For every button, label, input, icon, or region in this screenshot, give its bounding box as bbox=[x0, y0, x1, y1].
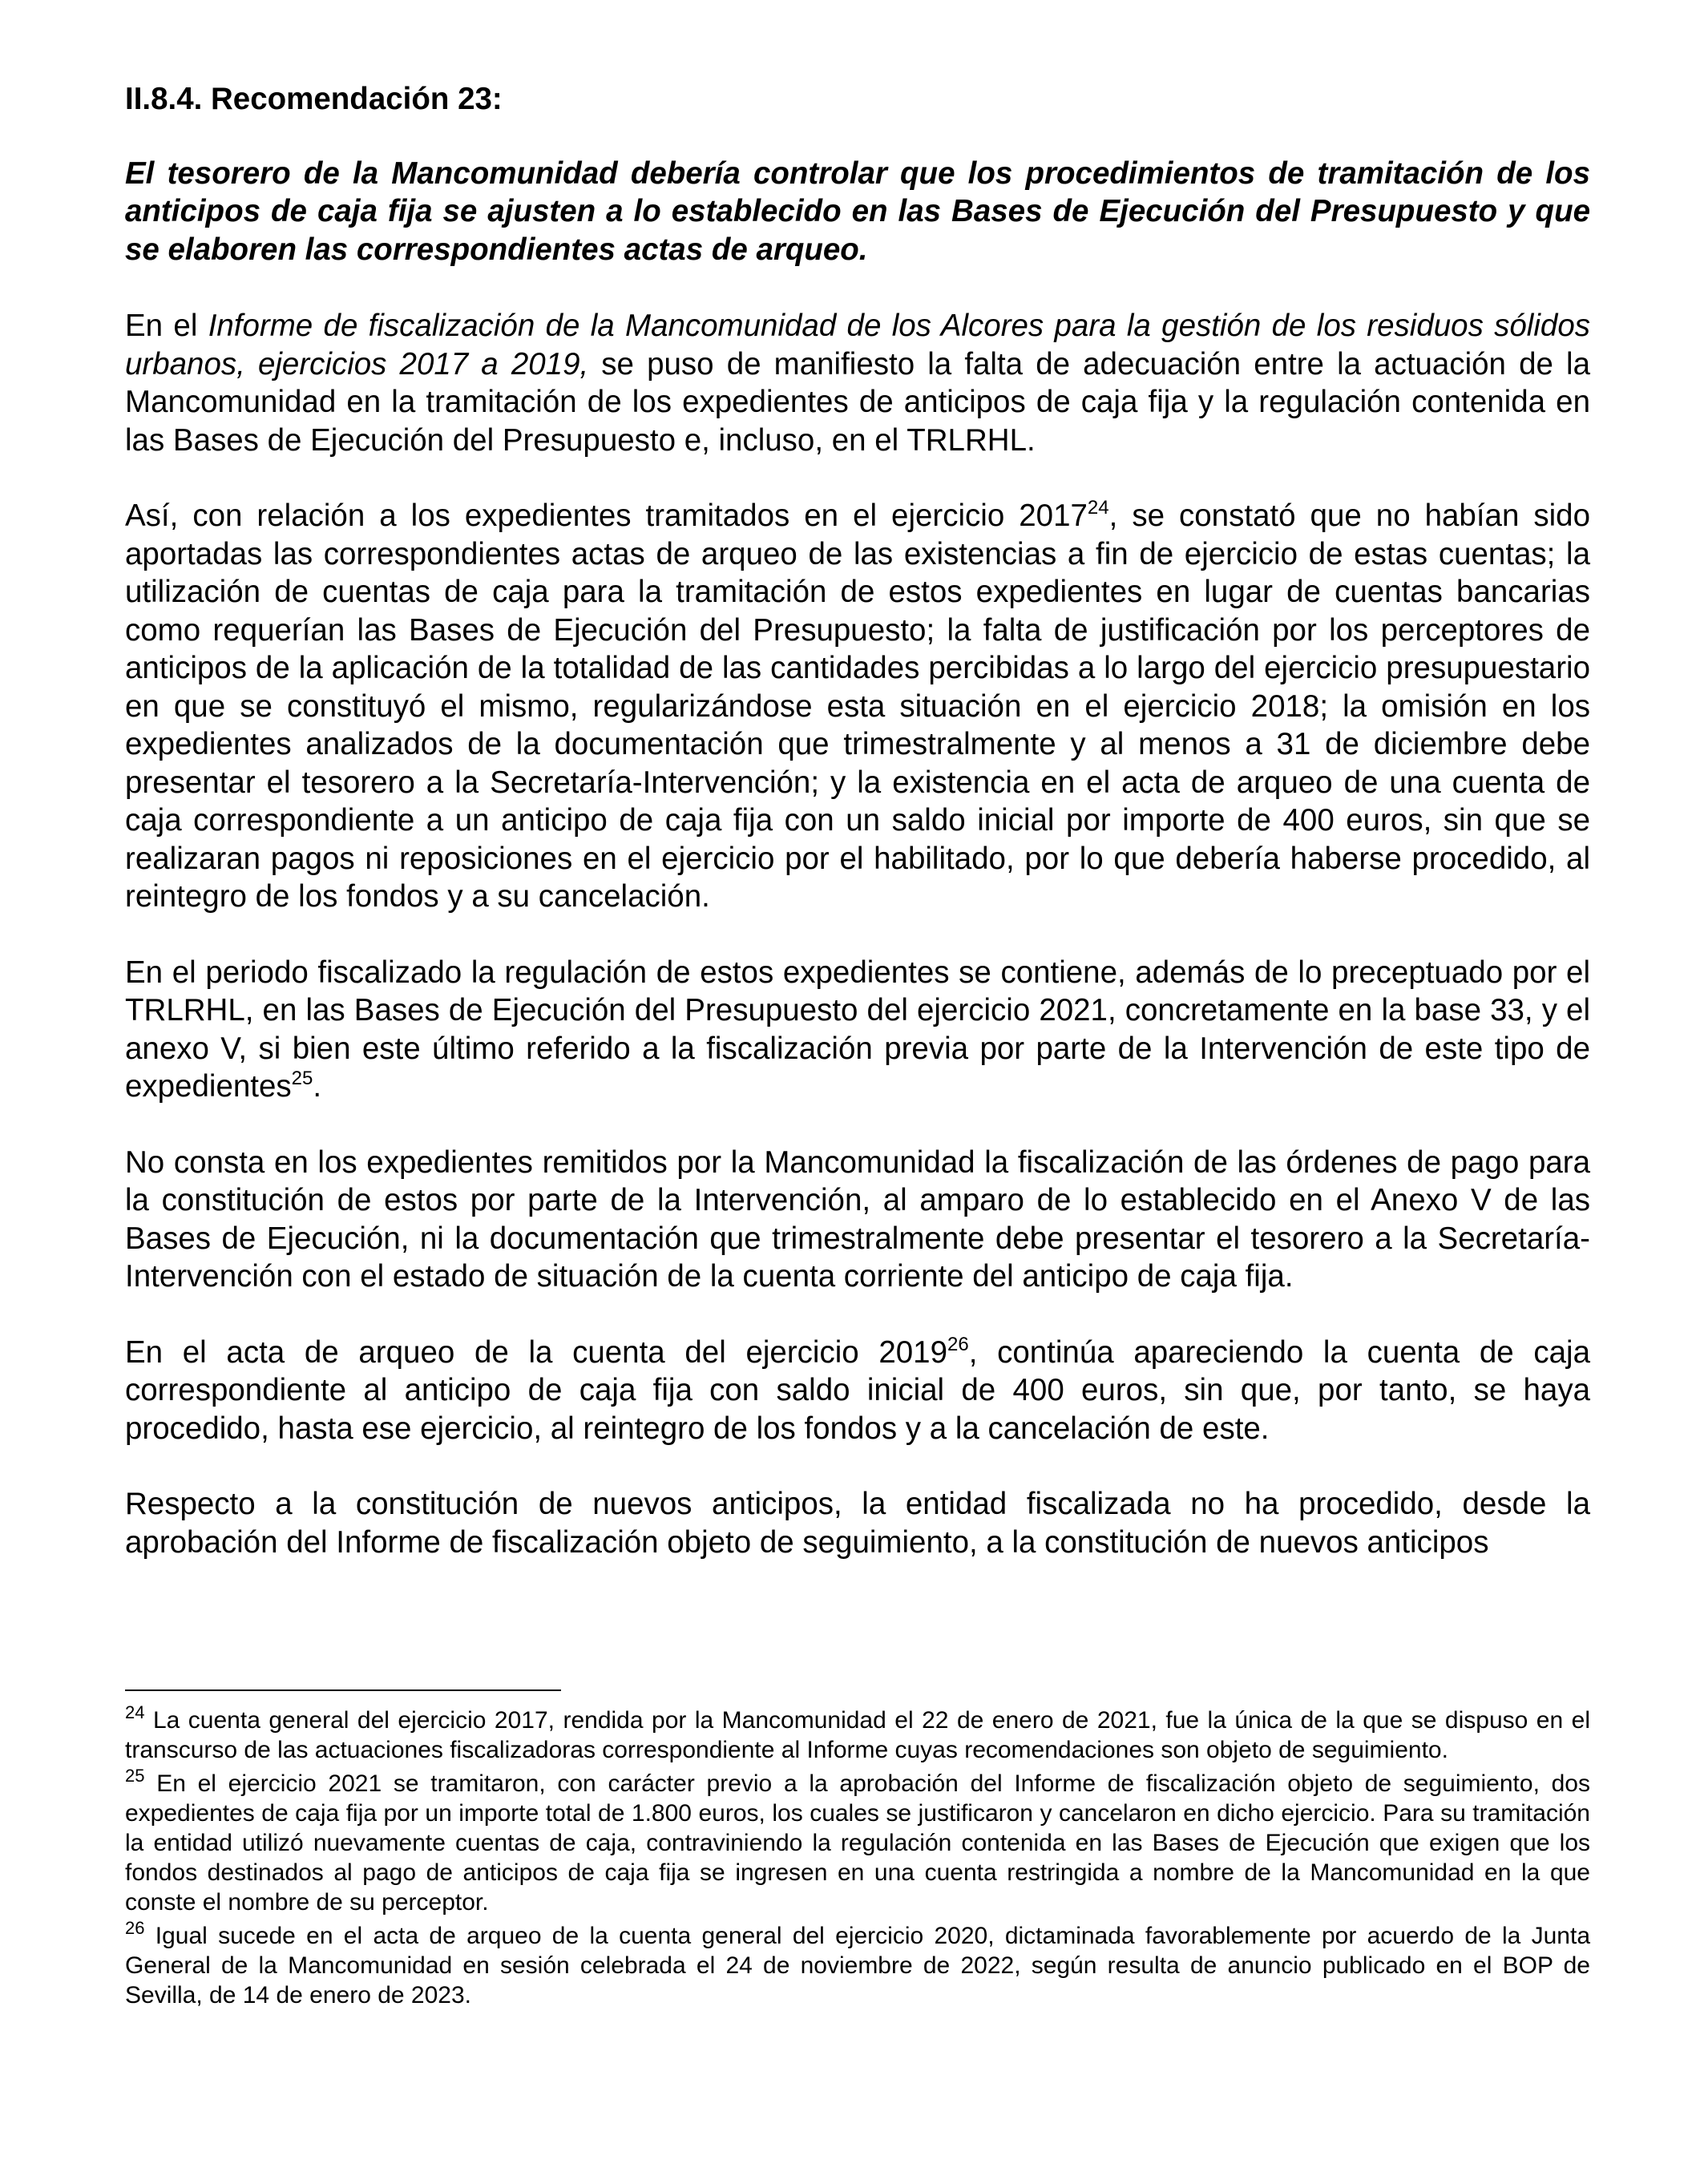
footnote-24 bbox=[125, 1702, 1590, 1765]
paragraph-3 bbox=[125, 954, 1590, 1106]
report-title: Informe de fiscalización de la Mancomunidad de los Alcores para la gestión de los residuos sólidos urbanos, ejercicios 2017 a 2019, bbox=[125, 309, 1590, 381]
paragraph-5-start: En el acta de arqueo de la cuenta del ejercicio 2019 bbox=[125, 1334, 947, 1370]
paragraph-5 bbox=[125, 1334, 1590, 1448]
footnote-ref-26[interactable]: 26 bbox=[947, 1333, 969, 1355]
footnote-divider bbox=[125, 1689, 561, 1691]
paragraph-6: Respecto a la constitución de nuevos anticipos, la entidad fiscalizada no ha procedido, desde la aprobación del Informe de fiscalización objeto de seguimiento, a la constitución de nuevos anticipos bbox=[125, 1487, 1590, 1560]
paragraph-3-start: En el periodo fiscalizado la regulación de estos expedientes se contiene, además de lo preceptuado por el TRLRHL, en las Bases de Ejecución del Presupuesto del ejercicio 2021, concretamente en la base 33, y el anexo V, si bien este último referido a la fiscalización previa por parte de la Intervención de este tipo de expedientes bbox=[125, 955, 1590, 1104]
footnote-ref-25[interactable]: 25 bbox=[291, 1068, 313, 1089]
paragraph-2-end: , se constató que no habían sido aportadas las correspondientes actas de arqueo de las existencias a fin de ejercicio de estas cuentas; la utilización de cuentas de caja para la tramitación de estos expedientes en lugar de cuentas bancarias como requerían las Bases de Ejecución del Presupuesto; la falta de justificación por los perceptores de anticipos de la aplicación de la totalidad de las cantidades percibidas a lo largo del ejercicio presupuestario en que se constituyó el mismo, regularizándose esta situación en el ejercicio 2018; la omisión en los expedientes analizados de la documentación que trimestralmente y al menos a 31 de diciembre debe presentar el tesorero a la Secretaría-Intervención; y la existencia en el acta de arqueo de una cuenta de caja correspondiente a un anticipo de caja fija con un saldo inicial por importe de 400 euros, sin que se realizaran pagos ni reposiciones en el ejercicio por el habilitado, por lo que debería haberse procedido, al reintegro de los fondos y a su cancelación. bbox=[125, 499, 1590, 914]
footnotes bbox=[125, 1702, 1590, 2014]
paragraph-5-end: , continúa apareciendo la cuenta de caja correspondiente al anticipo de caja fija con saldo inicial de 400 euros, sin que, por tanto, se haya procedido, hasta ese ejercicio, al reintegro de los fondos y a la cancelación de este. bbox=[125, 1334, 1590, 1446]
footnote-text: Igual sucede en el acta de arqueo de la cuenta general del ejercicio 2020, dictaminada favorablemente por acuerdo de la Junta General de la Mancomunidad en sesión celebrada el 24 de noviembre de 2022, según resulta de anuncio publicado en el BOP de Sevilla, de 14 de enero de 2023. bbox=[125, 1923, 1590, 2008]
footnote-25 bbox=[125, 1766, 1590, 1917]
paragraph-4: No consta en los expedientes remitidos por la Mancomunidad la fiscalización de las órdenes de pago para la constitución de estos por parte de la Intervención, al amparo de lo establecido en el Anexo V de las Bases de Ejecución, ni la documentación que trimestralmente debe presentar el tesorero a la Secretaría-Intervención con el estado de situación de la cuenta corriente del anticipo de caja fija. bbox=[125, 1144, 1590, 1294]
footnote-number: 25 bbox=[125, 1766, 145, 1786]
footnote-text: En el ejercicio 2021 se tramitaron, con carácter previo a la aprobación del Informe de fiscalización objeto de seguimiento, dos expedientes de caja fija por un importe total de 1.800 euros, los cuales se justificaron y cancelaron en dicho ejercicio. Para su tramitación la entidad utilizó nuevamente cuentas de caja, contraviniendo la regulación contenida en las Bases de Ejecución que exigen que los fondos destinados al pago de anticipos de caja fija se ingresen en una cuenta restringida a nombre de la Mancomunidad en la que conste el nombre de su perceptor. bbox=[125, 1770, 1590, 1916]
footnote-26 bbox=[125, 1918, 1590, 2010]
paragraph-1-start: En el bbox=[125, 309, 208, 343]
paragraph-2-start: Así, con relación a los expedientes tramitados en el ejercicio 2017 bbox=[125, 499, 1088, 533]
footnote-number: 24 bbox=[125, 1702, 145, 1722]
paragraph-3-end: . bbox=[313, 1069, 322, 1104]
paragraph-1-end: se puso de manifiesto la falta de adecuación entre la actuación de la Mancomunidad en la tramitación de los expedientes de anticipos de caja fija y la regulación contenida en las Bases de Ejecución del Presupuesto e, incluso, en el TRLRHL. bbox=[125, 346, 1591, 458]
section-heading: II.8.4. Recomendación 23: bbox=[125, 82, 503, 116]
footnote-number: 26 bbox=[125, 1918, 145, 1938]
document-body bbox=[125, 80, 1590, 1599]
footnote-text: La cuenta general del ejercicio 2017, rendida por la Mancomunidad el 22 de enero de 2021, fue la única de la que se dispuso en el transcurso de las actuaciones fiscalizadoras correspondiente al Informe cuyas recomendaciones son objeto de seguimiento. bbox=[125, 1707, 1590, 1763]
recommendation-text: El tesorero de la Mancomunidad debería controlar que los procedimientos de tramitación de los anticipos de caja fija se ajusten a lo establecido en las Bases de Ejecución del Presupuesto y que se elaboren las correspondientes actas de arqueo. bbox=[125, 155, 1590, 267]
paragraph-1 bbox=[125, 307, 1590, 459]
footnote-ref-24[interactable]: 24 bbox=[1087, 497, 1109, 519]
paragraph-2 bbox=[125, 497, 1590, 916]
